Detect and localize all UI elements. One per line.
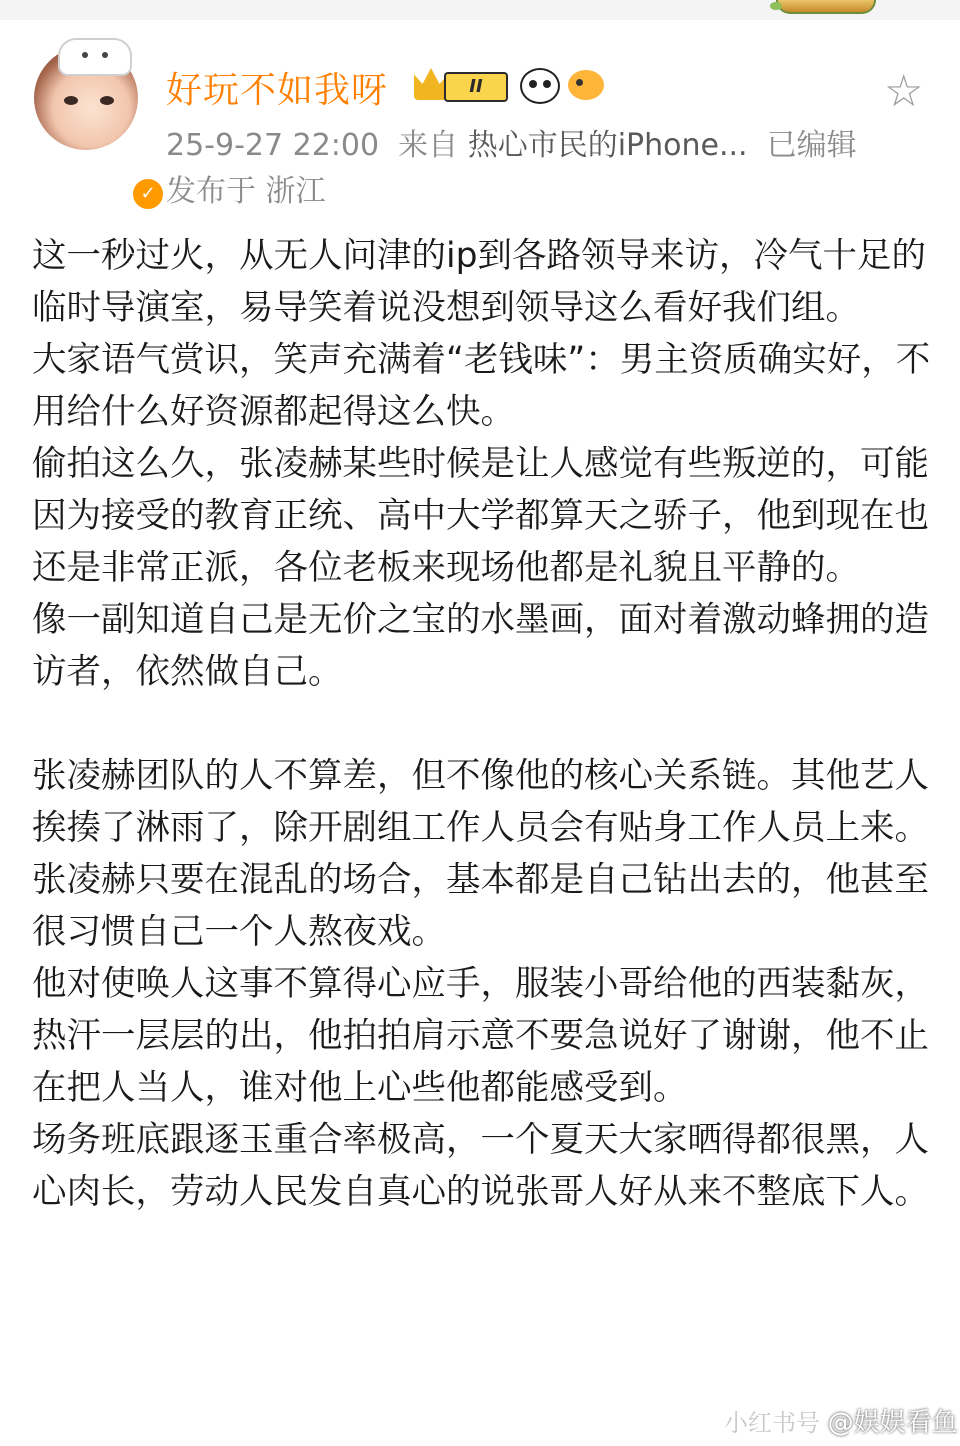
- verified-badge-icon: ✓: [130, 176, 166, 212]
- level-label: II: [444, 72, 508, 102]
- crown-icon: [414, 68, 448, 100]
- post-location: 发布于 浙江: [166, 174, 326, 209]
- post-header: [0, 0, 960, 209]
- star-outline-icon[interactable]: ☆: [884, 66, 924, 117]
- post-paragraph: 张凌赫团队的人不算差，但不像他的核心关系链。其他艺人挨揍了淋雨了，除开剧组工作人员会有贴身工作人员上来。张凌赫只要在混乱的场合，基本都是自己钻出去的，他甚至很习惯自己一个人熬夜戏。: [32, 756, 929, 952]
- post-timestamp: 25-9-27 22:00: [166, 128, 380, 163]
- post-meta: [166, 120, 857, 164]
- watermark-handle: @娱娱看鱼: [827, 1408, 958, 1438]
- username[interactable]: 好玩不如我呀: [166, 70, 389, 111]
- post-paragraph: 他对使唤人这事不算得心应手，服装小哥给他的西装黏灰，热汗一层层的出，他拍拍肩示意不要急说好了谢谢，他不止在把人当人，谁对他上心些他都能感受到。: [32, 964, 929, 1108]
- watermark-left: 小红书号: [724, 1409, 820, 1437]
- post-paragraph: 偷拍这么久，张凌赫某些时候是让人感觉有些叛逆的，可能因为接受的教育正统、高中大学都算天之骄子，他到现在也还是非常正派，各位老板来现场他都是礼貌且平静的。: [32, 444, 929, 588]
- source-device[interactable]: 热心市民的iPhone...: [467, 128, 748, 163]
- level-badge[interactable]: [414, 66, 506, 102]
- avatar[interactable]: [34, 46, 156, 204]
- edited-label[interactable]: 已编辑: [766, 128, 857, 163]
- post-paragraph: 场务班底跟逐玉重合率极高，一个夏天大家晒得都很黑，人心肉长，劳动人民发自真心的说张哥人好从来不整底下人。: [32, 1120, 929, 1212]
- source-prefix: 来自: [398, 128, 459, 163]
- panda-emoji-icon: [520, 68, 560, 104]
- pufferfish-emoji-icon: [568, 70, 604, 100]
- avatar-pet-decoration: [58, 38, 132, 76]
- post-paragraph: 像一副知道自己是无价之宝的水墨画，面对着激动蜂拥的造访者，依然做自己。: [32, 600, 929, 692]
- post-paragraph: 这一秒过火，从无人问津的ip到各路领导来访，冷气十足的临时导演室，易导笑着说没想到领导这么看好我们组。: [32, 236, 926, 328]
- post-paragraph: 大家语气赏识，笑声充满着“老钱味”：男主资质确实好，不用给什么好资源都起得这么快。: [32, 340, 931, 432]
- post-body: [32, 230, 932, 1218]
- watermark: [724, 1402, 958, 1439]
- avatar-face: [60, 92, 120, 112]
